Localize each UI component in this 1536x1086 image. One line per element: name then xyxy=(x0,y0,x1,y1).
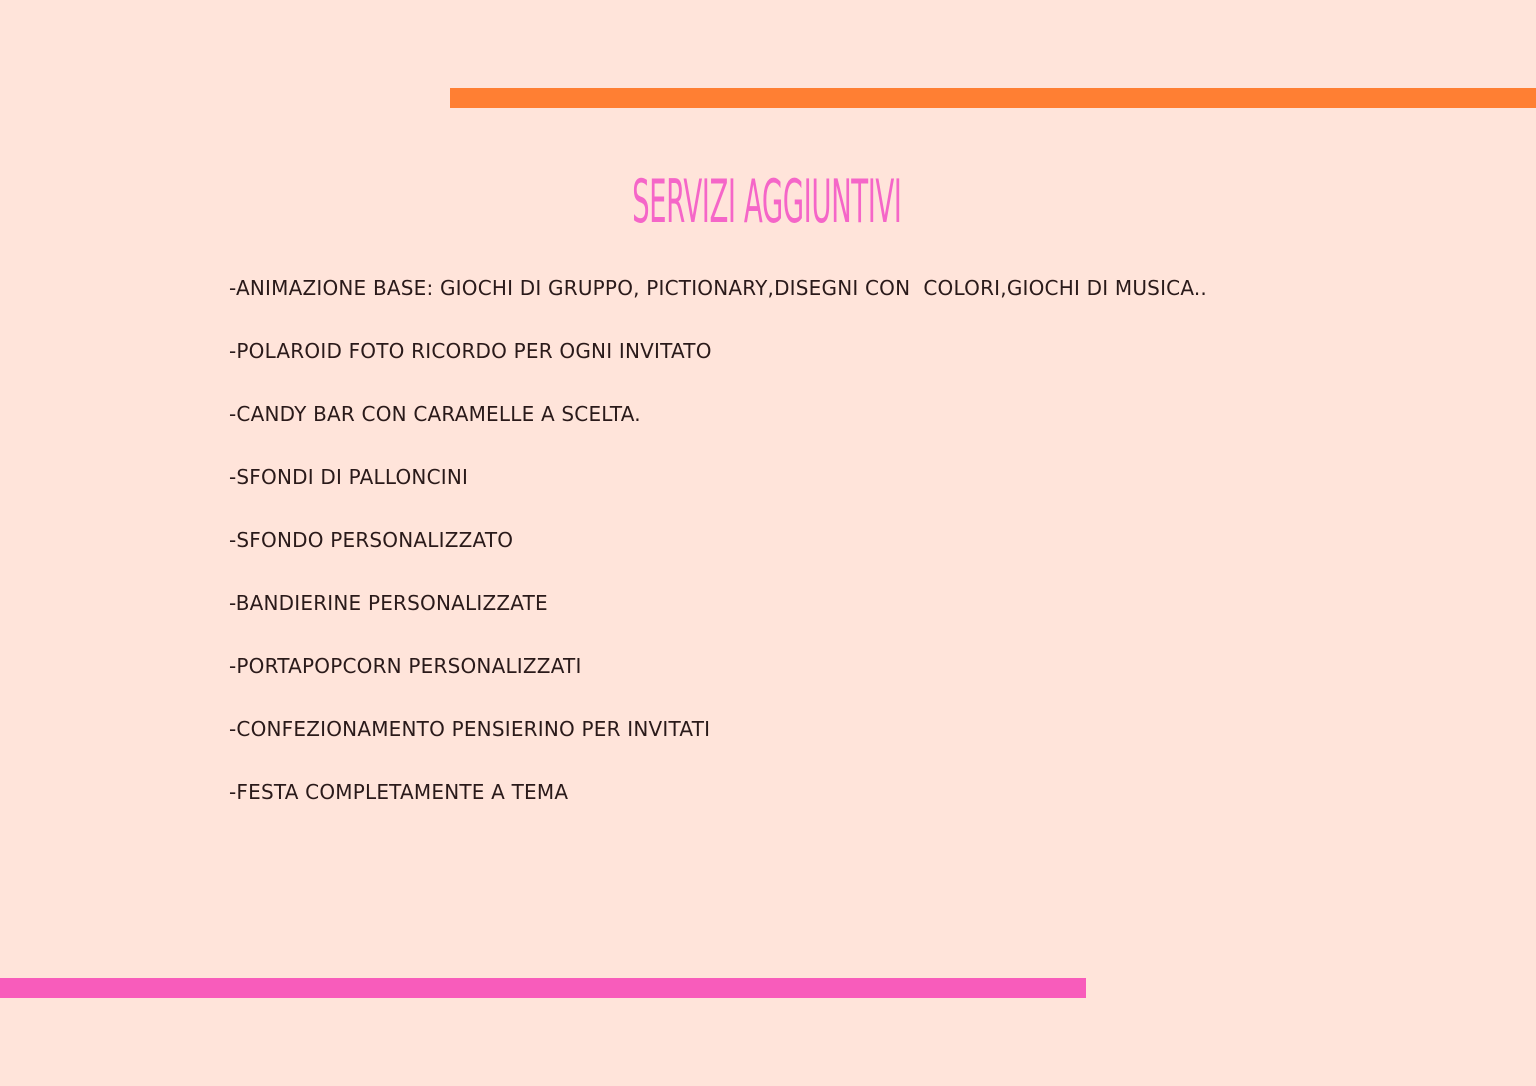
service-item-custom-backdrop: -SFONDO PERSONALIZZATO xyxy=(229,528,514,552)
service-item-popcorn-holders: -PORTAPOPCORN PERSONALIZZATI xyxy=(229,654,582,678)
page-title: SERVIZI AGGIUNTIVI xyxy=(632,167,902,237)
service-item-gift-packaging: -CONFEZIONAMENTO PENSIERINO PER INVITATI xyxy=(229,717,711,741)
service-item-custom-bunting: -BANDIERINE PERSONALIZZATE xyxy=(229,591,548,615)
bottom-accent-bar xyxy=(0,978,1086,998)
services-list xyxy=(229,272,1207,839)
top-accent-bar xyxy=(450,88,1536,108)
page-title-wrapper xyxy=(0,164,1536,240)
service-item-polaroid: -POLAROID FOTO RICORDO PER OGNI INVITATO xyxy=(229,339,712,363)
service-item-animation: -ANIMAZIONE BASE: GIOCHI DI GRUPPO, PICTIONARY,DISEGNI CON COLORI,GIOCHI DI MUSICA.. xyxy=(229,276,1207,300)
service-item-candy-bar: -CANDY BAR CON CARAMELLE A SCELTA. xyxy=(229,402,641,426)
service-item-balloon-backdrops: -SFONDI DI PALLONCINI xyxy=(229,465,469,489)
service-item-themed-party: -FESTA COMPLETAMENTE A TEMA xyxy=(229,780,569,804)
